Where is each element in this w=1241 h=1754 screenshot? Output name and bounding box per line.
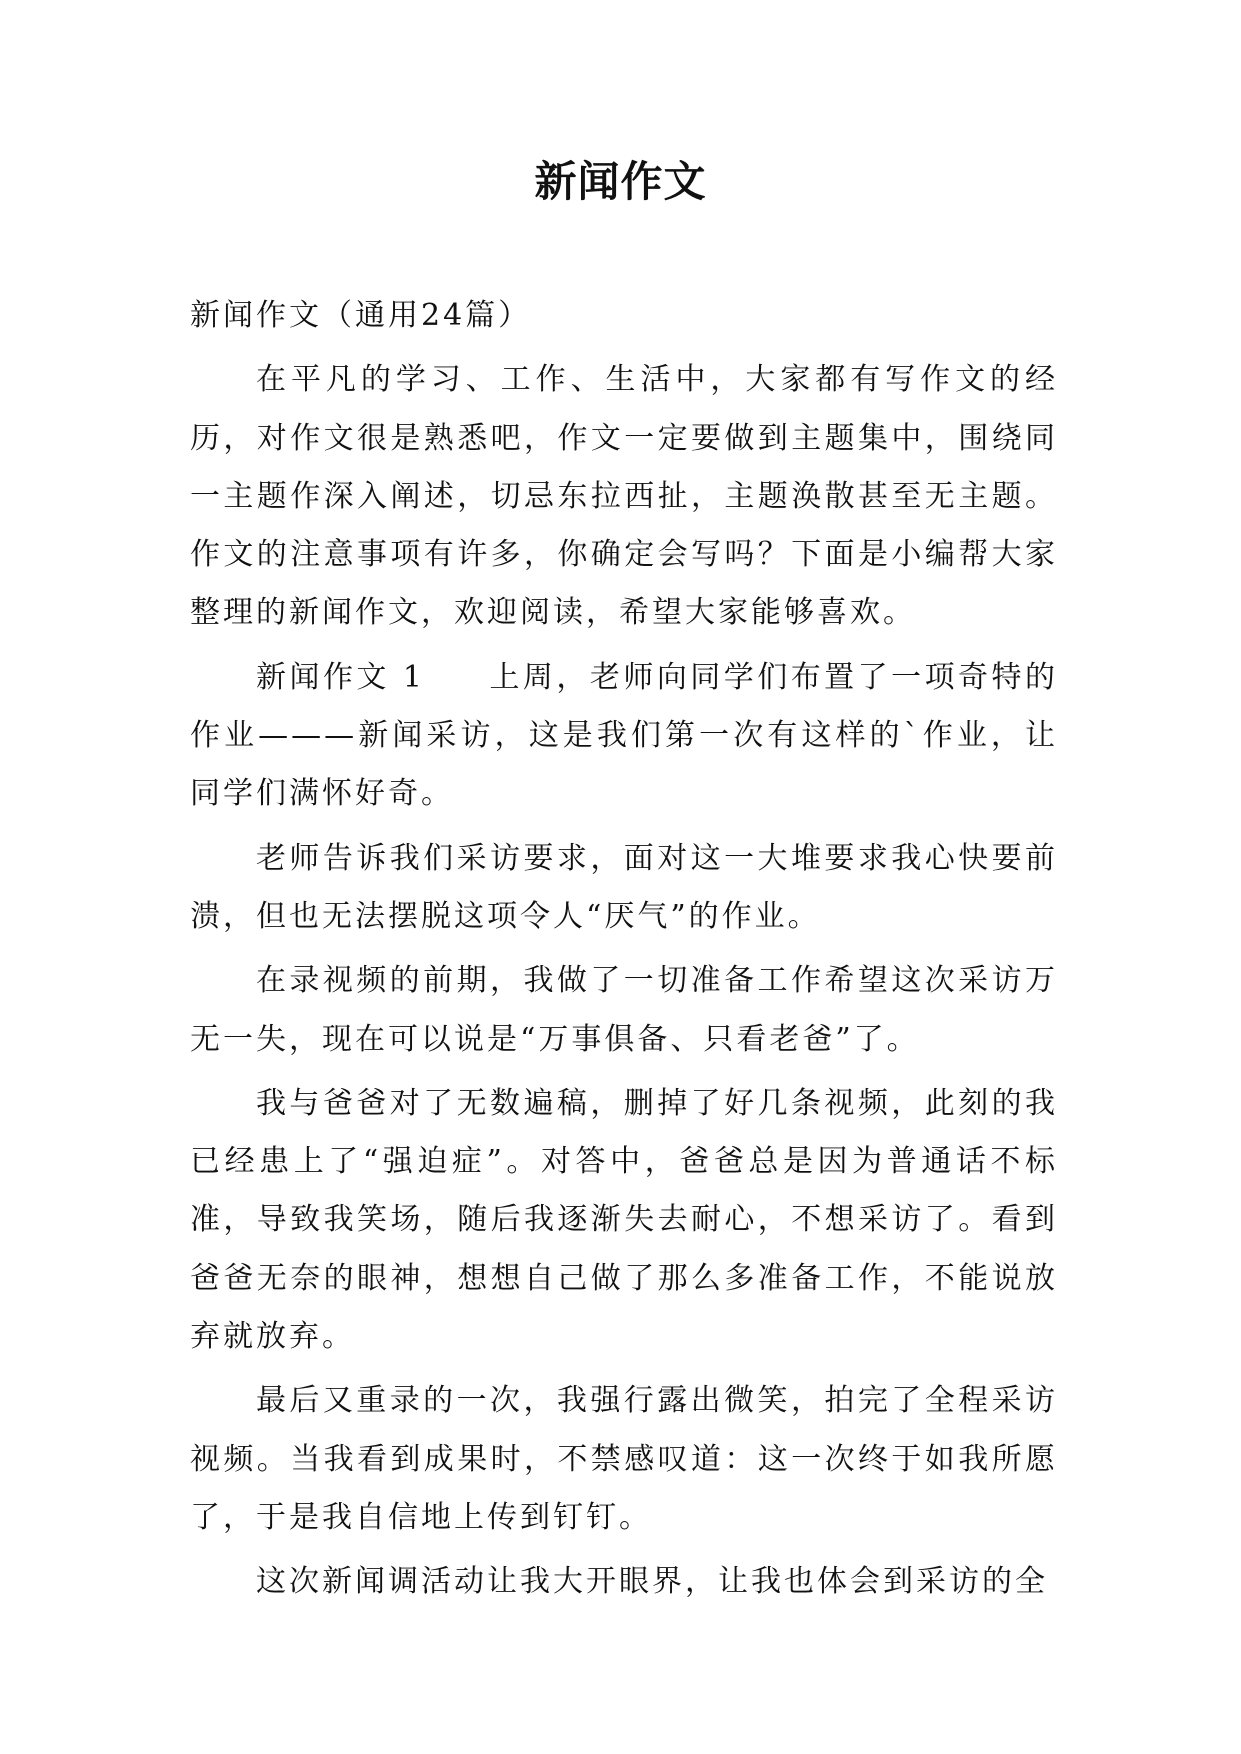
section-lead-text: 上周，老师向同学们布置了一项奇特的作业———新闻采访，这是我们第一次有这样的`作业，让同学们满怀好奇。 [190, 659, 1059, 812]
document-title: 新闻作文 [534, 157, 707, 206]
document-subtitle: 新闻作文（通用24篇） [190, 298, 532, 333]
body-paragraph: 这次新闻调活动让我大开眼界，让我也体会到采访的全 [256, 1564, 1048, 1600]
section-one-paragraph [190, 649, 1058, 824]
section-heading: 新闻作文 1 [256, 659, 425, 695]
intro-paragraph: 在平凡的学习、工作、生活中，大家都有写作文的经历，对作文很是熟悉吧，作文一定要做到主题集中，围绕同一主题作深入阐述，切忌东拉西扯，主题涣散甚至无主题。作文的注意事项有许多，你确定会写吗？下面是小编帮大家整理的新闻作文，欢迎阅读，希望大家能够喜欢。 [190, 362, 1058, 631]
body-paragraph: 老师告诉我们采访要求，面对这一大堆要求我心快要前溃，但也无法摆脱这项令人“厌气”的作业。 [190, 840, 1058, 934]
body-paragraph: 我与爸爸对了无数遍稿，删掉了好几条视频，此刻的我已经患上了“强迫症”。对答中，爸爸总是因为普通话不标准，导致我笑场，随后我逐渐失去耐心，不想采访了。看到爸爸无奈的眼神，想想自己做了那么多准备工作，不能说放弃就放弃。 [190, 1085, 1058, 1355]
body-paragraph: 在录视频的前期，我做了一切准备工作希望这次采访万无一失，现在可以说是“万事俱备、只看老爸”了。 [190, 963, 1058, 1057]
document-body [190, 287, 1058, 1612]
body-paragraph: 最后又重录的一次，我强行露出微笑，拍完了全程采访视频。当我看到成果时，不禁感叹道：这一次终于如我所愿了，于是我自信地上传到钉钉。 [190, 1383, 1058, 1535]
